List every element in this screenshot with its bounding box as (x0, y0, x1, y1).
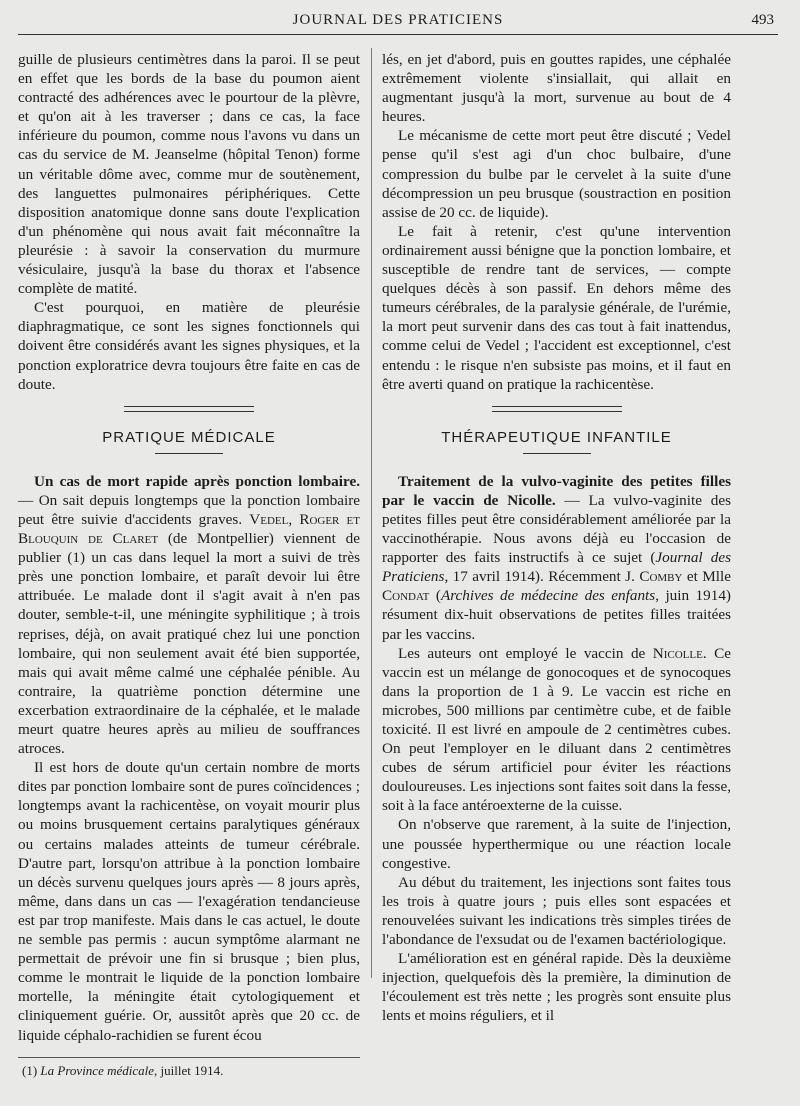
running-header (18, 8, 778, 35)
right-column (382, 50, 731, 1026)
paragraph (382, 644, 731, 816)
journal-ref: Archives de médecine des enfants (440, 587, 656, 605)
authors: Vedel, Roger et Blouquin de Claret (18, 510, 360, 548)
paragraph: C'est pourquoi, en matière de pleurésie diaphragmatique, ce sont les signes fonctionnels qui doivent être considérés avant les signes physiques, et la ponction exploratrice devra toujours être faite en cas de doute. (18, 299, 360, 393)
paragraph: Le mécanisme de cette mort peut être discuté ; Vedel pense qu'il s'est agi d'un choc bulbaire, d'une compression du bulbe par le cervelet à la suite d'une décompression un peu brusque (soustraction en position assise de 20 cc. de liquide). (382, 127, 731, 221)
section-divider (124, 406, 254, 412)
paragraph: guille de plusieurs centimètres dans la paroi. Il se peut en effet que les bords de la base du poumon aient contracté des adhérences avec le pourtour de la plèvre, et qu'on ait à les traverser ; dans ce cas, la face inférieure du poumon, comme nous l'avons vu dans un cas du service de M. Jeanselme (hôpital Tenon) forme un véritable dôme avec, comme mur de soutènement, des languettes pulmonaires périphériques. Cette disposition anatomique donne sans doute l'explication d'un phénomène qui nous avait fait méconnaître la pleurésie : à savoir la conservation du murmure vésiculaire, jusqu'à la base du thorax et l'absence complète de matité. (18, 51, 360, 298)
author: Condat (382, 587, 430, 605)
journal-title: JOURNAL DES PRATICIENS (292, 12, 504, 28)
section-title: PRATIQUE MÉDICALE (102, 428, 276, 446)
article-title: Traitement de la vulvo-vaginite des petites filles par le vaccin de Nicolle. (382, 472, 731, 509)
text: ( (429, 587, 441, 605)
text: — La vulvo-vaginite des petites filles peut être considérablement améliorée par la vaccinothérapie. Nous avons déjà eu l'occasion de rapporter des faits instructifs à ce sujet ( (382, 491, 731, 567)
column-divider (371, 48, 372, 978)
author: Nicolle (652, 644, 703, 662)
paragraph: L'amélioration est en général rapide. Dès la deuxième injection, quelquefois dès la première, la diminution de l'écoulement est très nette ; les progrès sont ensuite plus lents et moins réguliers, et il (382, 950, 731, 1025)
text: — On sait depuis longtemps que la ponction lombaire peut être suivie d'accidents graves. (18, 491, 360, 528)
article-paragraph (382, 472, 731, 644)
text: Les auteurs ont employé le vaccin de (398, 644, 653, 662)
footnote-number: (1) (22, 1062, 41, 1078)
journal-ref: Journal des Praticiens (382, 549, 731, 586)
paragraph: On n'observe que rarement, à la suite de l'injection, une poussée hyperthermique ou une réaction locale congestive. (382, 816, 731, 872)
footnote (18, 1062, 360, 1080)
text: , 17 avril 1914). Récemment J. (444, 568, 640, 586)
footnote-rule (18, 1057, 360, 1058)
section-underline (155, 453, 223, 454)
paragraph: Au début du traitement, les injections sont faites tous les trois à quatre jours ; puis elles sont espacées et renouvelées suivant les indications très simples tirées de l'abondance de l'exsudat ou de l'examen bactériologique. (382, 873, 731, 949)
footnote-date: , juillet 1914. (154, 1062, 224, 1078)
paragraph: lés, en jet d'abord, puis en gouttes rapides, une céphalée extrêmement violente s'insiallait, qui allait en augmentant jusqu'à la mort, survenue au bout de 4 heures. (382, 51, 731, 126)
section-divider (492, 406, 622, 412)
text: et Mlle (682, 568, 731, 586)
author: Comby (639, 568, 683, 586)
footnote-source: La Province médicale (40, 1062, 155, 1078)
text: . Ce vaccin est un mélange de gonocoques et de synocoques dans la proportion de 1 à 9. Le vaccin est riche en microbes, 500 millions par centimètre cube, et de faible toxicité. Il est livré en ampoule de 2 centimètres cubes. On peut l'employer en le diluant dans 2 centimètres cubes de sérum artificiel pour éviter les réactions douloureuses. Les injections sont faites soit dans la fesse, soit à la face antéroexterne de la cuisse. (382, 644, 731, 815)
section-underline (523, 453, 591, 454)
text: , juin 1914) résument dix-huit observations de petites filles traitées par les vaccins. (382, 587, 731, 643)
page-number: 493 (751, 12, 774, 28)
paragraph: Il est hors de doute qu'un certain nombre de morts dites par ponction lombaire sont de pures coïncidences ; longtemps avant la rachicentèse, on voyait mourir plus ou moins brusquement certains paralytiques généraux ou certains malades atteints de tumeur cérébrale. D'autre part, lorsqu'on attribue à la ponction lombaire un décès survenu quelques jours après — 8 jours après, même, dans dans un cas — l'exagération tendancieuse est par trop manifeste. Mais dans le cas actuel, le doute ne semble pas permis : aucun symptôme alarmant ne permettait de prévoir une fin si brusque ; bien plus, comme le montrait le liquide de la ponction lombaire mortelle, la méningite était cytologiquement et cliniquement guérie. Or, aussitôt après que 20 cc. de liquide céphalo-rachidien se furent écou (18, 759, 360, 1044)
text: (de Montpellier) viennent de publier (1) un cas dans lequel la mort a suivi de très près une ponction lombaire, et paraît devoir lui être attribuée. Le malade dont il s'agit avait à n'en pas douter, semble-t-il, une méningite syphilitique ; à trois reprises, déjà, on avait pratiqué chez lui une ponction lombaire, qui non seulement avait été bien supportée, mais qui avait même calmé une céphalée pénible. Au contraire, la quatrième ponction détermine une excerbation extraordinaire de la céphalée, et le malade meurt quatre heures après au milieu de souffrances atroces. (18, 530, 360, 758)
left-column (18, 50, 360, 1080)
section-title: THÉRAPEUTIQUE INFANTILE (441, 428, 672, 446)
article-title: Un cas de mort rapide après ponction lombaire. (34, 472, 360, 490)
paragraph: Le fait à retenir, c'est qu'une intervention ordinairement aussi bénigne que la ponction lombaire, et susceptible de rendre tant de services, — compte quelques décès à son passif. En dehors même des tumeurs cérébrales, de la paralysie générale, de l'urémie, la mort peut survenir dans des cas tout à fait inattendus, comme celui de Vedel ; l'accident est exceptionnel, c'est entendu : le risque n'en subsiste pas moins, et il faut en être averti quand on pratique la rachicentèse. (382, 222, 731, 393)
article-paragraph (18, 472, 360, 758)
